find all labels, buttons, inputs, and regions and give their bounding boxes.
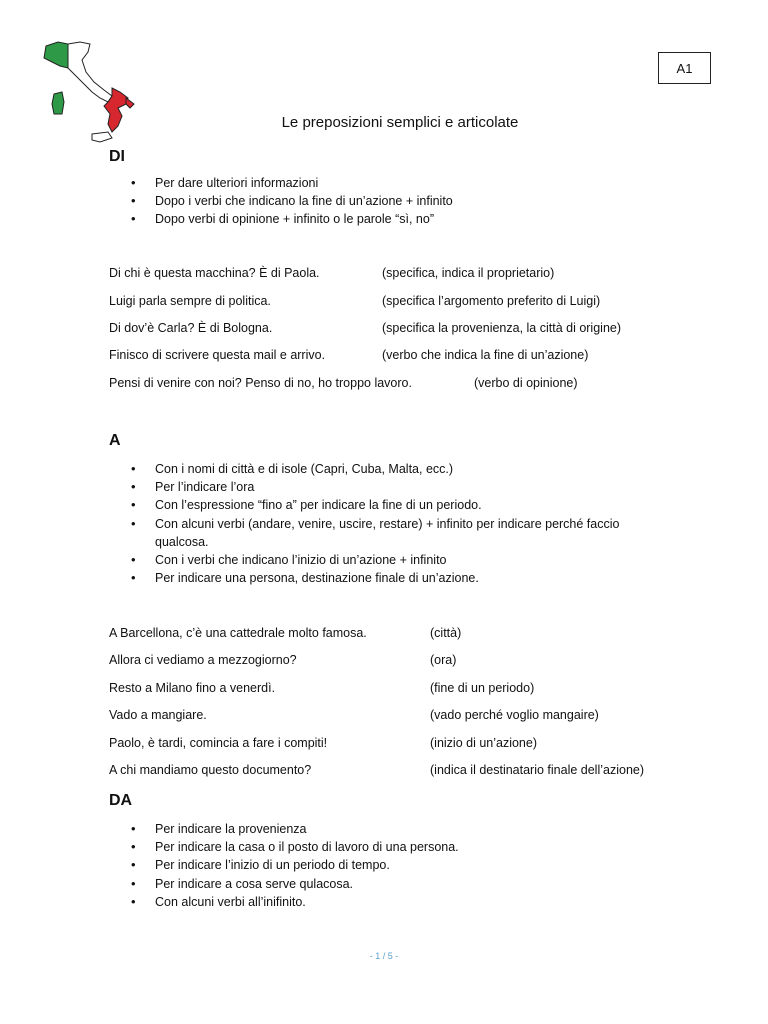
example-sentence: A Barcellona, c’è una cattedrale molto famosa. <box>109 626 367 640</box>
page-number: - 1 / 5 - <box>369 951 399 961</box>
example-sentence: Vado a mangiare. <box>109 708 207 722</box>
list-item: • Per indicare l’inizio di un periodo di tempo. <box>109 856 669 874</box>
example-note: (verbo di opinione) <box>474 376 578 390</box>
example-sentence: Resto a Milano fino a venerdì. <box>109 681 276 695</box>
list-item: • Con l’espressione “fino a” per indicare la fine di un periodo. <box>109 496 669 514</box>
list-item: • Per indicare la provenienza <box>109 820 669 838</box>
list-item: • Dopo verbi di opinione + infinito o le parole “sì, no” <box>109 210 669 228</box>
list-item: • Con i verbi che indicano l’inizio di un’azione + infinito <box>109 551 669 569</box>
list-item: • Dopo i verbi che indicano la fine di un’azione + infinito <box>109 192 669 210</box>
example-note: (indica il destinatario finale dell’azione) <box>430 763 645 777</box>
example-note: (fine di un periodo) <box>430 681 535 695</box>
example-note: (inizio di un’azione) <box>430 736 538 750</box>
section-heading-da: DA <box>109 792 133 809</box>
a-bullet-list <box>109 460 669 587</box>
italy-flag-map-icon <box>38 38 138 156</box>
section-heading-a: A <box>109 432 121 449</box>
example-sentence: Di chi è questa macchina? È di Paola. <box>109 266 320 280</box>
da-bullet-list <box>109 820 669 911</box>
example-sentence: Paolo, è tardi, comincia a fare i compiti! <box>109 736 328 750</box>
example-note: (vado perché voglio mangaire) <box>430 708 599 722</box>
list-item: • Per indicare a cosa serve qulacosa. <box>109 875 669 893</box>
example-note: (specifica, indica il proprietario) <box>382 266 555 280</box>
example-note: (verbo che indica la fine di un’azione) <box>382 348 589 362</box>
list-item: • Per dare ulteriori informazioni <box>109 174 669 192</box>
example-note: (specifica la provenienza, la città di origine) <box>382 321 622 335</box>
di-bullet-list <box>109 174 669 229</box>
example-sentence: Pensi di venire con noi? Penso di no, ho troppo lavoro. <box>109 376 412 390</box>
example-sentence: Allora ci vediamo a mezzogiorno? <box>109 653 297 667</box>
level-badge: A1 <box>658 52 711 84</box>
example-note: (città) <box>430 626 462 640</box>
example-sentence: Finisco di scrivere questa mail e arrivo. <box>109 348 326 362</box>
example-sentence: Luigi parla sempre di politica. <box>109 294 271 308</box>
example-note: (ora) <box>430 653 457 667</box>
list-item: • Con i nomi di città e di isole (Capri, Cuba, Malta, ecc.) <box>109 460 669 478</box>
example-sentence: A chi mandiamo questo documento? <box>109 763 312 777</box>
example-sentence: Di dov’è Carla? È di Bologna. <box>109 321 273 335</box>
list-item: • Con alcuni verbi (andare, venire, uscire, restare) + infinito per indicare perché faccio qualcosa. <box>109 515 669 551</box>
list-item: • Per l’indicare l’ora <box>109 478 669 496</box>
example-note: (specifica l’argomento preferito di Luigi) <box>382 294 601 308</box>
section-heading-di: DI <box>109 148 125 165</box>
list-item: • Per indicare la casa o il posto di lavoro di una persona. <box>109 838 669 856</box>
list-item: • Con alcuni verbi all’inifinito. <box>109 893 669 911</box>
list-item: • Per indicare una persona, destinazione finale di un’azione. <box>109 569 669 587</box>
page-title: Le preposizioni semplici e articolate <box>281 114 519 131</box>
